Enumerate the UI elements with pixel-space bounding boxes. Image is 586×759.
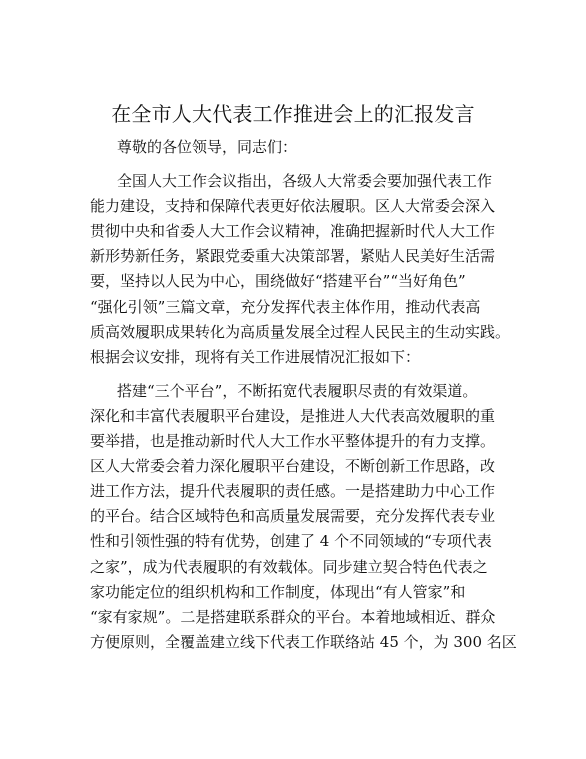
paragraph-line: 之家”，成为代表履职的有效载体。同步建立契合特色代表之 xyxy=(90,557,488,576)
paragraph-line: 全国人大工作会议指出，各级人大常委会要加强代表工作 xyxy=(117,172,493,191)
paragraph-line: “强化引领”三篇文章，充分发挥代表主体作用，推动代表高 xyxy=(90,297,481,316)
paragraph-line: 家功能定位的组织机构和工作制度，体现出“有人管家”和 xyxy=(90,582,466,601)
paragraph-line: 搭建“三个平台”，不断拓宽代表履职尽责的有效渠道。 xyxy=(117,381,478,400)
paragraph-line: 的平台。结合区域特色和高质量发展需要，充分发挥代表专业 xyxy=(90,507,496,526)
paragraph-line: 根据会议安排，现将有关工作进展情况汇报如下： xyxy=(90,347,421,366)
document-body xyxy=(90,135,517,655)
paragraph-line: 深化和丰富代表履职平台建设，是推进人大代表高效履职的重 xyxy=(90,406,496,425)
paragraph-line: 要举措，也是推动新时代人大工作水平整体提升的有力支撑。 xyxy=(90,432,496,451)
salutation: 尊敬的各位领导，同志们： xyxy=(117,138,298,156)
document-title: 在全市人大代表工作推进会上的汇报发言 xyxy=(111,102,475,126)
paragraph-line: 进工作方法，提升代表履职的责任感。一是搭建助力中心工作 xyxy=(90,482,496,501)
paragraph-line: 性和引领性强的特有优势，创建了 4 个不同领域的“专项代表 xyxy=(90,532,492,551)
paragraph-line: 要，坚持以人民为中心，围绕做好“搭建平台”“当好角色” xyxy=(90,272,466,291)
paragraph-line: “家有家规”。二是搭建联系群众的平台。本着地域相近、群众 xyxy=(90,607,496,626)
paragraph-line: 区人大常委会着力深化履职平台建设，不断创新工作思路，改 xyxy=(90,457,496,476)
paragraph-line: 质高效履职成果转化为高质量发展全过程人民民主的生动实践。 xyxy=(90,322,511,341)
paragraph-2 xyxy=(90,379,517,655)
paragraph-gap xyxy=(90,160,510,169)
paragraph-line: 贯彻中央和省委人大工作会议精神，准确把握新时代人大工作 xyxy=(90,222,496,241)
paragraph-line: 能力建设，支持和保障代表更好依法履职。区人大常委会深入 xyxy=(90,197,496,216)
paragraph-gap xyxy=(90,370,510,379)
paragraph-line: 方便原则，全覆盖建立线下代表工作联络站 45 个，为 300 名区 xyxy=(90,632,517,651)
paragraph-line: 新形势新任务，紧跟党委重大决策部署，紧贴人民美好生活需 xyxy=(90,247,496,266)
paragraph-1 xyxy=(90,169,510,370)
